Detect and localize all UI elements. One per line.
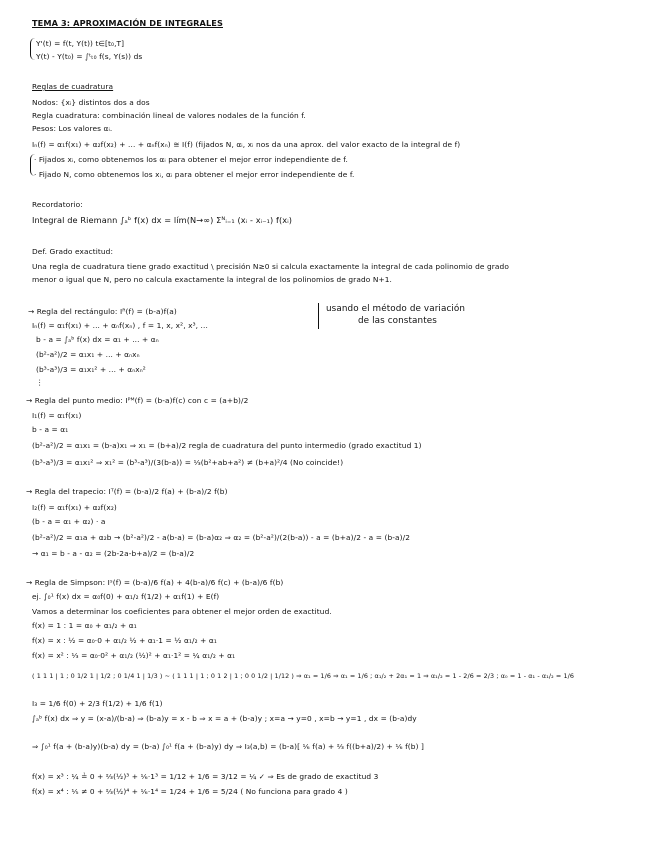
def-line-2: menor o igual que N, pero no calcula exactamente la integral de los polinomios de grado N+1. (32, 275, 392, 284)
def-heading: Def. Grado exactitud: (32, 247, 114, 256)
simpson-line-9: ⇒ ∫₀¹ f(a + (b-a)y)(b-a) dy = (b-a) ∫₀¹ f(a + (b-a)y) dy ⇒ I₃(a,b) = (b-a)[ ⅙ f(a) + ⅔ f((b+a)/2) + ⅙ f(b) ] (32, 742, 424, 751)
simpson-line-5: f(x) = x² : ⅓ = α₀·0² + α₁/₂ (½)² + α₁·1² = ¼ α₁/₂ + α₁ (32, 651, 236, 660)
simpson-line-10: f(x) = x³ : ¼ ≟ 0 + ⅔(½)³ + ⅙·1³ = 1/12 + 1/6 = 3/12 = ¼ ✓ ⇒ Es de grado de exactitud 3 (32, 772, 379, 781)
rect-line-3: (b²-a²)/2 = α₁x₁ + ... + αₙxₙ (36, 350, 140, 359)
quad-line-6: · Fijado N, como obtenemos los xᵢ, αᵢ para obtener el mejor error independiente de f. (34, 170, 355, 179)
simpson-line-8: ∫ₐᵇ f(x) dx ⇒ y = (x-a)/(b-a) ⇒ (b-a)y = x - b ⇒ x = a + (b-a)y ; x=a → y=0 , x=b → y=1 , dx = (b-a)dy (32, 714, 417, 723)
recordatorio-heading: Recordatorio: (32, 200, 83, 209)
simpson-line-7: I₃ = 1/6 f(0) + 2/3 f(1/2) + 1/6 f(1) (32, 699, 163, 708)
mid-line-1: I₁(f) = α₁f(x₁) (32, 411, 82, 420)
quad-line-5: · Fijados xᵢ, como obtenemos los αᵢ para obtener el mejor error independiente de f. (34, 155, 348, 164)
trap-line-1: I₂(f) = α₁f(x₁) + α₂f(x₂) (32, 503, 117, 512)
quad-heading: Reglas de cuadratura (32, 82, 114, 91)
note-line-1: usando el método de variación (326, 304, 466, 314)
rect-line-4: (b³-a³)/3 = α₁x₁² + ... + αₙxₙ² (36, 365, 146, 374)
mid-heading: → Regla del punto medio: Iᴾᴹ(f) = (b-a)f(c) con c = (a+b)/2 (26, 396, 249, 405)
def-line-1: Una regla de cuadratura tiene grado exactitud \ precisión N≥0 si calcula exactamente la integral de cada polinomio de grado (32, 262, 509, 271)
trap-line-3: (b²-a²)/2 = α₁a + α₂b → (b²-a²)/2 - a(b-a) = (b-a)α₂ ⇒ α₂ = (b²-a²)/(2(b-a)) - a = (b+a)/2 - a = (b-a)/2 (32, 533, 411, 542)
quad-line-3: Pesos: Los valores αᵢ. (32, 124, 113, 133)
mid-line-4: (b³-a³)/3 = α₁x₁² ⇒ x₁² = (b³-a³)/(3(b-a)) = ⅓(b²+ab+a²) ≠ (b+a)²/4 (No coincide!) (32, 458, 344, 467)
note-line-2: de las constantes (358, 316, 437, 326)
quad-line-4: Iₙ(f) = α₁f(x₁) + α₂f(x₂) + ... + αₙf(xₙ) ≅ I(f) (fijados N, αᵢ, xᵢ nos da una aprox. del valor exacto de la integral de f) (32, 140, 461, 149)
trap-line-2: (b - a = α₁ + α₂) · a (32, 517, 106, 526)
ode-brace (30, 38, 35, 60)
mid-line-2: b - a = α₁ (32, 425, 69, 434)
page-title: TEMA 3: APROXIMACIÓN DE INTEGRALES (32, 18, 223, 28)
simpson-line-1: ej. ∫₀¹ f(x) dx = α₀f(0) + α₁/₂ f(1/2) + α₁f(1) + E(f) (32, 592, 220, 601)
ode-line-1: Y'(t) = f(t, Y(t)) t∈[t₀,T] (36, 39, 125, 48)
rect-heading: → Regla del rectángulo: Iᴿ(f) = (b-a)f(a) (28, 307, 177, 316)
simpson-line-2: Vamos a determinar los coeficientes para obtener el mejor orden de exactitud. (32, 607, 332, 616)
simpson-heading: → Regla de Simpson: Iˢ(f) = (b-a)/6 f(a) + 4(b-a)/6 f(c) + (b-a)/6 f(b) (26, 578, 284, 587)
note-divider (318, 303, 319, 329)
trap-heading: → Regla del trapecio: Iᵀ(f) = (b-a)/2 f(a) + (b-a)/2 f(b) (26, 487, 228, 496)
mid-line-3: (b²-a²)/2 = α₁x₁ = (b-a)x₁ ⇒ x₁ = (b+a)/2 regla de cuadratura del punto intermedio (grado exactitud 1) (32, 441, 422, 450)
simpson-line-11: f(x) = x⁴ : ⅕ ≠ 0 + ⅔(½)⁴ + ⅙·1⁴ = 1/24 + 1/6 = 5/24 ( No funciona para grado 4 ) (32, 787, 348, 796)
simpson-matrix-line: ( 1 1 1 | 1 ; 0 1/2 1 | 1/2 ; 0 1/4 1 | 1/3 ) ~ ( 1 1 1 | 1 ; 0 1 2 | 1 ; 0 0 1/2 | 1/12 ) ⇒ α₁ = 1/6 ⇒ α₁ = 1/6 ; α₁/₂ + 2α₁ = 1 ⇒ α₁/₂ = 1 - 2/6 = 2/3 ; α₀ = 1 - α₁ - α₁/₂ = 1/6 (32, 672, 575, 680)
rect-line-1: Iₙ(f) = α₁f(x₁) + ... + αₙf(xₙ) , f = 1, x, x², x³, ... (32, 321, 208, 330)
riemann-line: Integral de Riemann ∫ₐᵇ f(x) dx = lím(N→∞) Σᴺᵢ₌₁ (xᵢ - xᵢ₋₁) f(xᵢ) (32, 215, 293, 225)
simpson-line-4: f(x) = x : ½ = α₀·0 + α₁/₂ ½ + α₁·1 = ½ α₁/₂ + α₁ (32, 636, 217, 645)
simpson-line-3: f(x) = 1 : 1 = α₀ + α₁/₂ + α₁ (32, 621, 137, 630)
rect-line-5: ⋮ (36, 378, 44, 387)
rect-line-2: b - a = ∫ₐᵇ f(x) dx = α₁ + ... + αₙ (36, 335, 159, 344)
ode-line-2: Y(t) - Y(t₀) = ∫ᵗₜ₀ f(s, Y(s)) ds (36, 52, 143, 61)
quad-line-2: Regla cuadratura: combinación lineal de valores nodales de la función f. (32, 111, 306, 120)
trap-line-4: → α₁ = b - a - α₂ = (2b-2a-b+a)/2 = (b-a)/2 (32, 549, 195, 558)
quad-line-1: Nodos: {xᵢ} distintos dos a dos (32, 98, 150, 107)
